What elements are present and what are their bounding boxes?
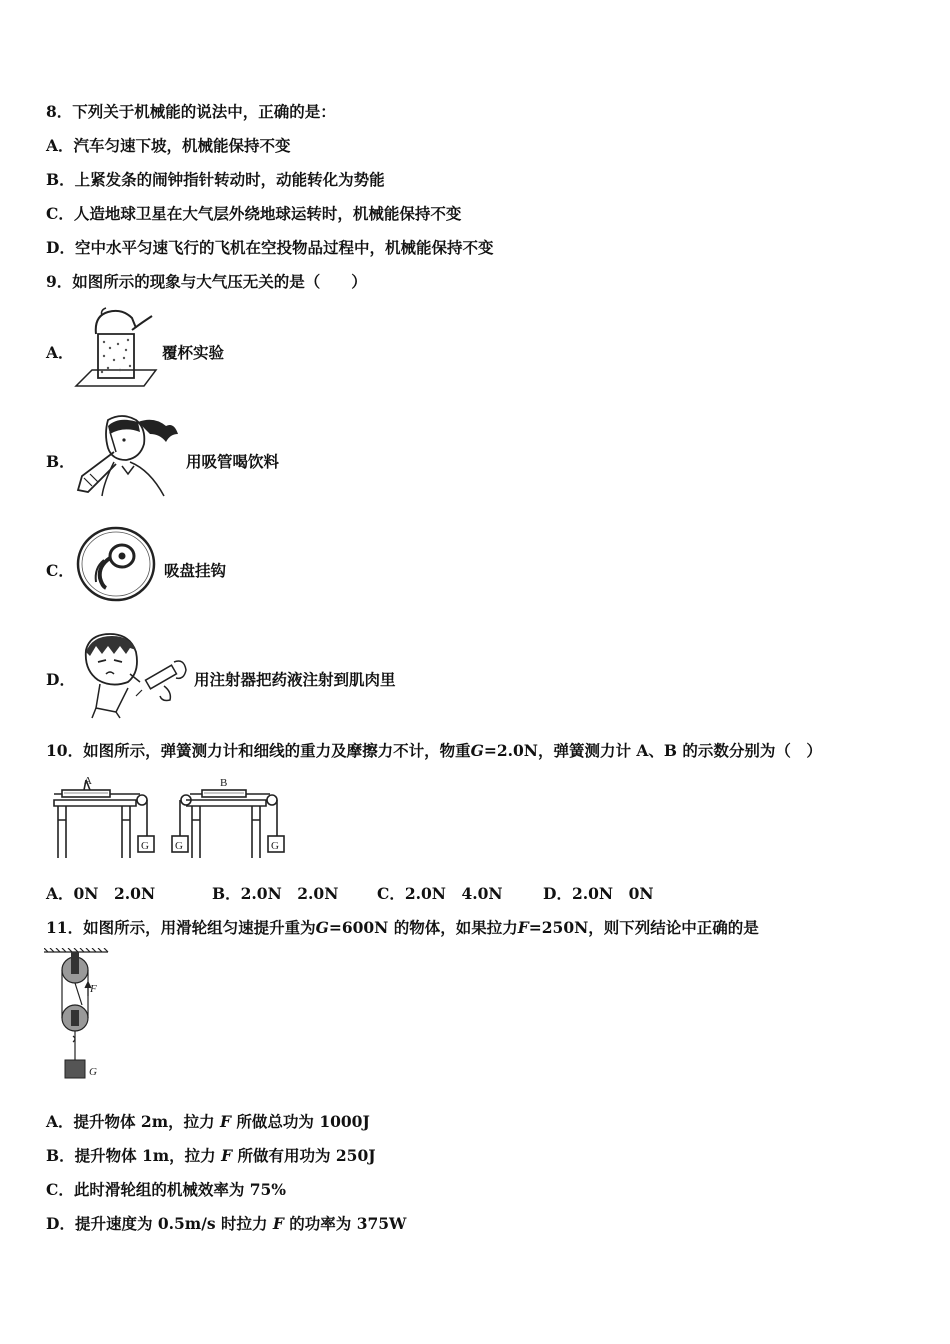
q9-option-c-text: 吸盘挂钩 <box>164 561 227 580</box>
q11-option-d: D．提升速度为 0.5m/s 时拉力 F 的功率为 375W <box>46 1214 407 1233</box>
suction-hook-icon <box>76 526 158 604</box>
q10-weight-left: G <box>141 840 149 852</box>
q10-label-a: A <box>84 776 92 787</box>
q10-stem: 10．如图所示，弹簧测力计和细线的重力及摩擦力不计，物重G=2.0N，弹簧测力计 A、B 的示数分别为（ ） <box>46 741 822 760</box>
q11-option-b: B．提升物体 1m，拉力 F 所做有用功为 250J <box>46 1146 376 1165</box>
q9-option-d-label: D． <box>46 670 75 689</box>
q10-choice-d: D．2.0N 0N <box>543 884 654 903</box>
q11-option-c: C．此时滑轮组的机械效率为 75% <box>46 1180 287 1199</box>
q8-option-a: A．汽车匀速下坡，机械能保持不变 <box>46 136 291 155</box>
q8-option-c: C．人造地球卫星在大气层外绕地球运转时，机械能保持不变 <box>46 204 462 223</box>
q9-option-a-label: A． <box>46 343 74 362</box>
q11-pulley-figure <box>44 948 114 1082</box>
q10-spring-scale-figure <box>52 776 294 864</box>
q10-weight-middle: G <box>175 840 183 852</box>
q9-option-b-label: B． <box>46 452 75 471</box>
q10-label-b: B <box>220 777 228 789</box>
q10-choice-a: A．0N 2.0N <box>46 884 156 903</box>
q8-option-d: D．空中水平匀速飞行的飞机在空投物品过程中，机械能保持不变 <box>46 238 494 257</box>
q9-stem: 9．如图所示的现象与大气压无关的是（ ） <box>46 272 367 291</box>
q11-stem: 11．如图所示，用滑轮组匀速提升重为G=600N 的物体，如果拉力F=250N，则下列结论中正确的是 <box>46 918 759 937</box>
q9-option-c-label: C． <box>46 561 74 580</box>
boy-injection-icon <box>76 630 188 720</box>
q8-stem: 8．下列关于机械能的说法中，正确的是： <box>46 102 336 121</box>
q8-option-b: B．上紧发条的闹钟指针转动时，动能转化为势能 <box>46 170 385 189</box>
q9-option-b-text: 用吸管喝饮料 <box>186 452 280 471</box>
q10-choice-b: B．2.0N 2.0N <box>212 884 339 903</box>
inverted-cup-icon <box>74 306 158 390</box>
q9-option-d-text: 用注射器把药液注射到肌肉里 <box>194 670 396 689</box>
q10-choice-c: C．2.0N 4.0N <box>377 884 503 903</box>
q11-option-a: A．提升物体 2m，拉力 F 所做总功为 1000J <box>46 1112 370 1131</box>
girl-drinking-straw-icon <box>74 412 182 500</box>
q10-weight-right: G <box>271 840 279 852</box>
q9-option-a-text: 覆杯实验 <box>162 343 225 362</box>
q11-weight-label: G <box>89 1066 97 1078</box>
q11-force-label: F <box>90 983 97 995</box>
